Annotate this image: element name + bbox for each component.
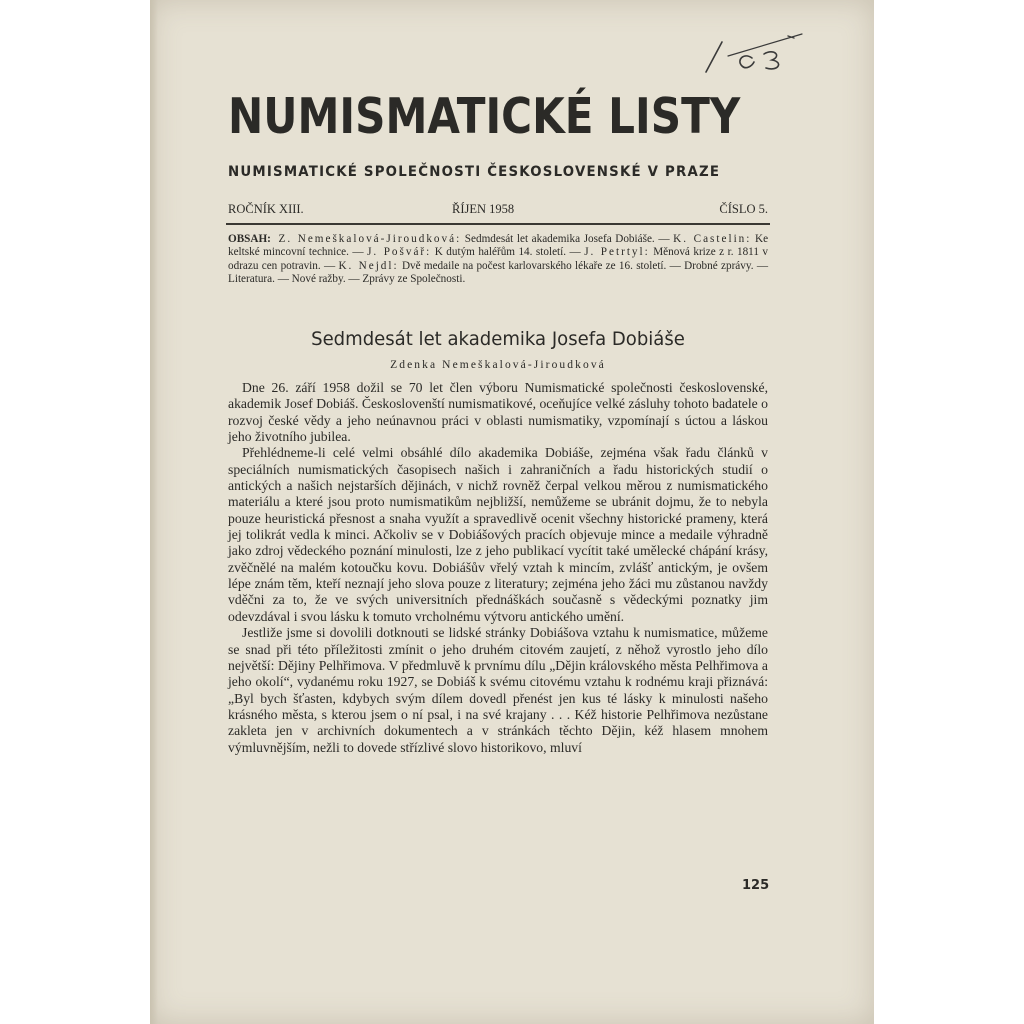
toc-title: Měnová krize z r. 1811 v odrazu cen potravin. —: [228, 246, 768, 272]
article-body: [228, 380, 768, 756]
header-rule: [226, 223, 770, 225]
toc-author: Z. Nemeškalová-Jiroudková:: [278, 233, 462, 245]
toc-entry: [279, 233, 670, 245]
toc-title: K dutým haléřům 14. století. —: [434, 246, 581, 259]
toc-title: Ke keltské mincovní technice. —: [228, 233, 769, 259]
table-of-contents: [228, 233, 768, 287]
toc-entry: [367, 246, 581, 258]
article-paragraph: Přehlédneme-li celé velmi obsáhlé dílo akademika Dobiáše, zejména však řadu článků v speciálních numismatických časopisech našich i zahraničních a řadu historických studií o antických a našich nejstarších dějinách, v nichž rovněž čerpal velkou měrou z numismatického materiálu a které jsou proto numismatikům nejbližší, nemůžeme se ubránit dojmu, že to nebyla pouze heuristická přesnost a snaha využít a spravedlivě ocenit všechny historické prameny, která jej tolikrát vedla k minci. Ačkoliv se v Dobiášových pracích objevuje mince a medaile výhradně jako zdroj vědeckého poznání minulosti, lze z jeho publikací vycítit také umělecké chápání krásy, zvěčnělé na malém kotoučku kovu. Dobiášův vřelý vztah k mincím, zvlášť antickým, je ovšem lépe znám těm, kteří neznají jeho slova pouze z literatury; zejména jeho žáci mu zůstanou navždy vděčni za to, že ve svých universitních přednáškách současně s vědeckými poznatky jim odevzdával i svou lásku k tomuto vrcholnému výtvoru antického umění.: [228, 445, 768, 624]
issue-line: [228, 202, 768, 220]
page-edge-shadow: [150, 0, 158, 1024]
masthead-title: NUMISMATICKÉ LISTY: [228, 88, 741, 145]
article-author: Zdenka Nemeškalová-Jiroudková: [390, 359, 606, 371]
article-paragraph: Dne 26. září 1958 dožil se 70 let člen výboru Numismatické společnosti československé, akademik Josef Dobiáš. Českoslovenští numismatikové, oceňujíce velké zásluhy tohoto badatele o rozvoj české vědy a jeho neúnavnou práci v oblasti numismatiky, vzpomínají s úctou a láskou jeho životního jubilea.: [228, 380, 768, 445]
issue-number: ČÍSLO 5.: [719, 202, 768, 216]
toc-title: Dvě medaile na počest karlovarského lékaře ze 16. století. —: [401, 259, 681, 272]
handwritten-mark: [700, 28, 810, 78]
page-number: 125: [742, 878, 770, 893]
issue-date: ŘÍJEN 1958: [452, 202, 515, 216]
issue-volume: ROČNÍK XIII.: [228, 202, 304, 216]
handwritten-note: c3: [700, 28, 701, 29]
toc-entry: [338, 260, 680, 272]
toc-author: J. Petrtyl:: [584, 246, 650, 259]
article-title: Sedmdesát let akademika Josefa Dobiáše: [311, 328, 685, 350]
toc-tail: Drobné zprávy. — Literatura. — Nové ražby. — Zprávy ze Společnosti.: [228, 259, 769, 286]
toc-label: OBSAH:: [228, 233, 271, 245]
toc-author: J. Pošvář:: [367, 246, 432, 259]
masthead-subtitle: NUMISMATICKÉ SPOLEČNOSTI ČESKOSLOVENSKÉ V PRAZE: [228, 164, 721, 180]
toc-author: K. Castelin:: [673, 233, 752, 245]
article-paragraph: Jestliže jsme si dovolili dotknouti se lidské stránky Dobiášova vztahu k numismatice, můžeme se snad při této příležitosti zmínit o jeho druhém citovém zaujetí, z něhož vyrostlo jeho dílo největší: Dějiny Pelhřimova. V předmluvě k prvnímu dílu „Dějin královského města Pelhřimova a jeho okolí“, vydanému roku 1927, se Dobiáš k svému citovému vztahu k rodnému kraji přiznává: „Byl bych šťasten, kdybych svým dílem dovedl přenést jen kus té lásky k minulosti našeho krásného města, s kterou jsem o ní psal, i na své krajany . . . Kéž historie Pelhřimova nezůstane zakleta jen v archivních dokumentech a v stránkách těchto Dějin, kéž hlasem mnohem výmluvnějším, nežli to dovede střízlivé slovo historikovo, mluví: [228, 625, 768, 755]
toc-author: K. Nejdl:: [338, 259, 399, 272]
toc-title: Sedmdesát let akademika Josefa Dobiáše. —: [464, 233, 670, 245]
